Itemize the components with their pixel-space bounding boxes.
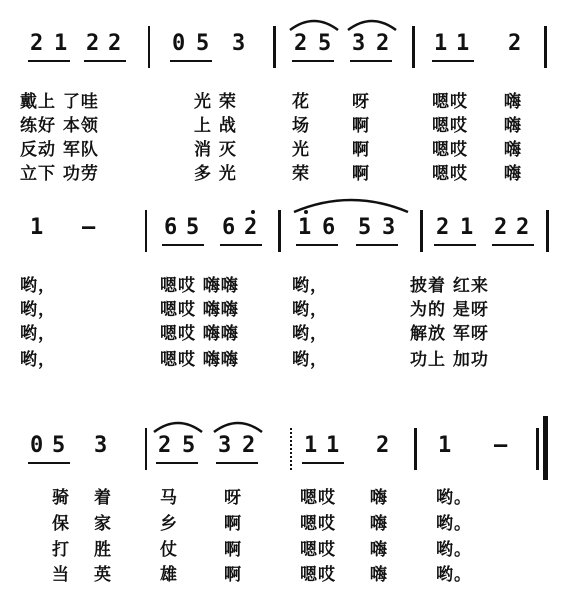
lyric: 立下 功劳 [20, 164, 99, 184]
note: 3 [352, 31, 366, 56]
note: 6 [322, 215, 336, 240]
note: 1 [304, 433, 318, 458]
slur [292, 196, 410, 214]
lyric: 嗨 [370, 540, 388, 560]
underline [162, 244, 204, 246]
note: 2 [108, 31, 122, 56]
slur [212, 418, 264, 434]
lyric: 嗯哎 [432, 116, 468, 136]
lyric: 嗯哎 [432, 140, 468, 160]
note: 2 [158, 433, 172, 458]
lyric: 骑 [52, 488, 70, 508]
lyric: 消 灭 [194, 140, 237, 160]
lyric: 乡 [160, 514, 178, 534]
lyric: 戴上 了哇 [20, 92, 99, 112]
note: 1 [438, 433, 452, 458]
barline [290, 428, 295, 470]
note: 1 [460, 215, 474, 240]
lyric: 练好 本领 [20, 116, 99, 136]
lyric: 啊 [224, 540, 242, 560]
lyric: 嗨 [504, 92, 522, 112]
high-octave-dot [251, 210, 255, 214]
lyric: 哟。 [436, 514, 472, 534]
lyric: 嗯哎 [300, 565, 336, 585]
note: 1 [456, 31, 470, 56]
underline [432, 60, 474, 62]
barline [546, 210, 549, 252]
note: 1 [326, 433, 340, 458]
note: 2 [516, 215, 530, 240]
note: 2 [376, 433, 390, 458]
note: 3 [232, 31, 246, 56]
slur [346, 16, 398, 32]
lyric: 嗨 [504, 140, 522, 160]
note: 1 [30, 215, 44, 240]
note: 5 [358, 215, 372, 240]
lyric: 哟， [292, 324, 328, 344]
lyric: 哟。 [436, 565, 472, 585]
lyric: 当 [52, 565, 70, 585]
lyric: 嗯哎 [300, 514, 336, 534]
note: 6 [222, 215, 236, 240]
note: 2 [494, 215, 508, 240]
lyric: 哟， [292, 276, 328, 296]
note: 5 [196, 31, 210, 56]
lyric: 嗯哎 嗨嗨 [160, 350, 239, 370]
lyric: 多 光 [194, 164, 237, 184]
underline [292, 60, 334, 62]
lyric: 打 [52, 540, 70, 560]
lyric: 披着 红来 [410, 276, 489, 296]
note: 3 [218, 433, 232, 458]
lyric: 解放 军呀 [410, 324, 489, 344]
lyric: 哟。 [436, 488, 472, 508]
lyric: 家 [94, 514, 112, 534]
lyric: 光 荣 [194, 92, 237, 112]
lyric: 哟， [292, 300, 328, 320]
underline [28, 60, 70, 62]
lyric: 胜 [94, 540, 112, 560]
note: 2 [86, 31, 100, 56]
lyric: 为的 是呀 [410, 300, 489, 320]
underline [216, 462, 258, 464]
lyric: 仗 [160, 540, 178, 560]
note: 5 [52, 433, 66, 458]
barline [148, 26, 150, 68]
lyric: 啊 [224, 565, 242, 585]
lyric: 嗯哎 [300, 488, 336, 508]
lyric: 啊 [224, 514, 242, 534]
note: 2 [376, 31, 390, 56]
final-barline [543, 416, 548, 480]
lyric: 嗯哎 嗨嗨 [160, 276, 239, 296]
lyric: 啊 [352, 116, 370, 136]
lyric: 嗯哎 嗨嗨 [160, 324, 239, 344]
underline [28, 462, 70, 464]
note: 5 [318, 31, 332, 56]
note: 2 [244, 215, 258, 240]
note: 1 [434, 31, 448, 56]
barline [414, 428, 417, 470]
lyric: 嗯哎 嗨嗨 [160, 300, 239, 320]
lyric: 哟， [20, 276, 56, 296]
note: 5 [186, 215, 200, 240]
lyric: 呀 [224, 488, 242, 508]
lyric: 英 [94, 565, 112, 585]
note: 0 [172, 31, 186, 56]
lyric: 反动 军队 [20, 140, 99, 160]
note: 3 [94, 433, 108, 458]
lyric: 雄 [160, 565, 178, 585]
lyric: 嗨 [370, 488, 388, 508]
note: 3 [382, 215, 396, 240]
note: 2 [30, 31, 44, 56]
note: 0 [30, 433, 44, 458]
lyric: 哟， [292, 350, 328, 370]
lyric: 嗨 [504, 116, 522, 136]
note: 1 [54, 31, 68, 56]
lyric: 着 [94, 488, 112, 508]
note: 2 [294, 31, 308, 56]
lyric: 哟， [20, 300, 56, 320]
slur [288, 16, 340, 32]
lyric: 场 [292, 116, 310, 136]
barline [412, 26, 415, 68]
lyric: 啊 [352, 164, 370, 184]
notation-line-1 [0, 26, 567, 68]
lyric: 嗯哎 [432, 164, 468, 184]
underline [170, 60, 212, 62]
underline [296, 244, 338, 246]
lyric: 上 战 [194, 116, 237, 136]
lyric: 功上 加功 [410, 350, 489, 370]
underline [302, 462, 344, 464]
lyric: 马 [160, 488, 178, 508]
slur [152, 418, 204, 434]
note: 2 [508, 31, 522, 56]
notation-line-3 [0, 428, 567, 470]
lyric: 哟， [20, 324, 56, 344]
barline [145, 428, 147, 470]
note: 2 [436, 215, 450, 240]
underline [434, 244, 476, 246]
underline [356, 244, 398, 246]
lyric: 荣 [292, 164, 310, 184]
note: 6 [164, 215, 178, 240]
lyric: 嗨 [504, 164, 522, 184]
note: 2 [242, 433, 256, 458]
lyric: 哟。 [436, 540, 472, 560]
lyric: 嗨 [370, 514, 388, 534]
lyric: 嗨 [370, 565, 388, 585]
underline [156, 462, 198, 464]
note: 1 [298, 215, 312, 240]
lyric: 嗯哎 [300, 540, 336, 560]
barline [145, 210, 147, 252]
underline [220, 244, 262, 246]
note: — [82, 215, 96, 240]
lyric: 嗯哎 [432, 92, 468, 112]
lyric: 呀 [352, 92, 370, 112]
notation-line-2 [0, 210, 567, 252]
underline [84, 60, 126, 62]
lyric: 花 [292, 92, 310, 112]
underline [492, 244, 534, 246]
note: — [494, 433, 508, 458]
high-octave-dot [304, 210, 308, 214]
barline [420, 210, 423, 252]
barline [544, 26, 547, 68]
underline [350, 60, 392, 62]
barline [536, 428, 539, 470]
barline [273, 26, 276, 68]
lyric: 哟， [20, 350, 56, 370]
lyric: 啊 [352, 140, 370, 160]
barline [278, 210, 281, 252]
note: 5 [182, 433, 196, 458]
lyric: 光 [292, 140, 310, 160]
lyric: 保 [52, 514, 70, 534]
